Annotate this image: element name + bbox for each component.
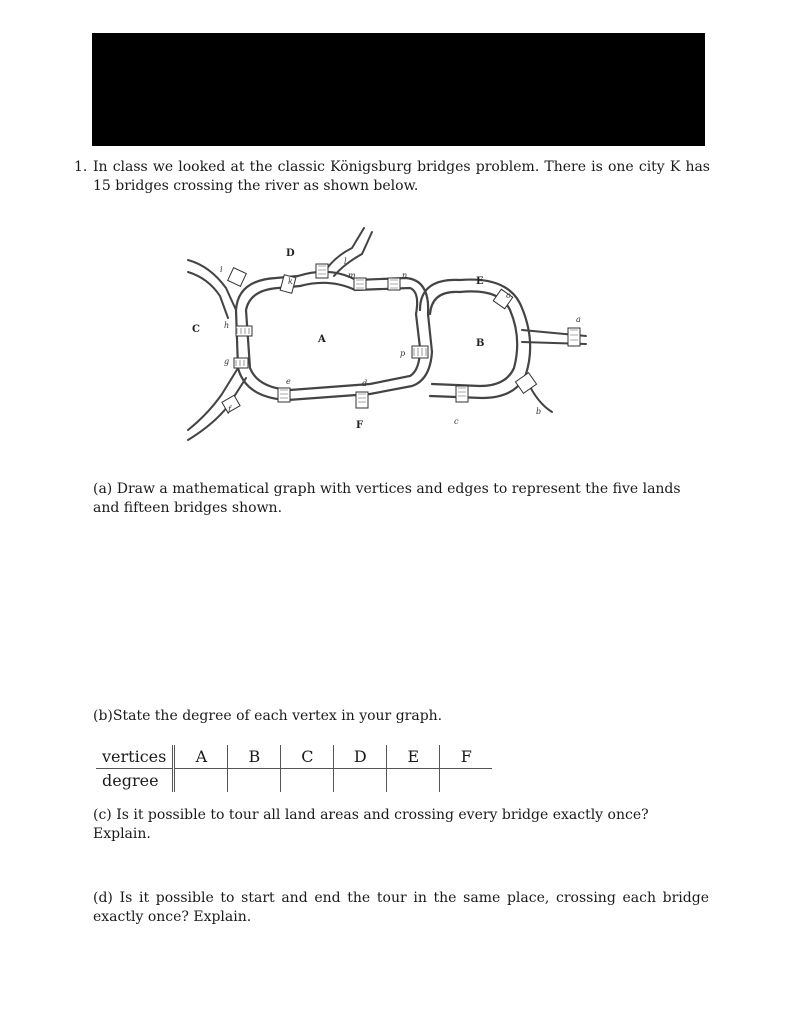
region-label: A <box>318 334 326 345</box>
bridge-label: p <box>400 349 406 358</box>
part-b-text: (b)State the degree of each vertex in your graph. <box>93 708 443 724</box>
bridge-label: k <box>288 277 293 286</box>
bridge-label: g <box>224 357 230 366</box>
bridge-label: b <box>536 407 542 416</box>
vertex-cell: A <box>174 745 228 769</box>
bridge-label: n <box>402 271 408 280</box>
bridge-label: e <box>286 377 291 386</box>
bridge-label: i <box>220 265 223 274</box>
vertex-cell: D <box>334 745 387 769</box>
degree-cell[interactable] <box>334 769 387 793</box>
vertex-cell: E <box>387 745 440 769</box>
vertex-cell: C <box>281 745 334 769</box>
vertex-cell: F <box>440 745 493 769</box>
part-a-text: (a) Draw a mathematical graph with vertices and edges to represent the five lands and fifteen bridges shown. <box>93 481 681 516</box>
degree-cell[interactable] <box>174 769 228 793</box>
bridge-label: h <box>224 321 230 330</box>
question-number: 1. <box>74 159 88 175</box>
konigsberg-bridges-map <box>180 218 592 446</box>
region-label: B <box>476 338 485 349</box>
bridge-label: d <box>362 379 368 388</box>
part-d-text: (d) Is it possible to start and end the tour in the same place, crossing each bridge exactly once? Explain. <box>93 890 709 925</box>
table-row <box>96 769 492 793</box>
region-label: D <box>286 248 295 259</box>
bridge-label: o <box>506 291 511 300</box>
bridge-label: f <box>228 405 231 414</box>
bridge-label: l <box>344 257 347 266</box>
question-1 <box>74 158 710 196</box>
degree-cell[interactable] <box>440 769 493 793</box>
region-label: C <box>192 324 200 335</box>
vertices-header: vertices <box>96 745 174 769</box>
bridge-label: a <box>576 315 581 324</box>
degree-cell[interactable] <box>387 769 440 793</box>
redacted-header-block <box>92 33 705 146</box>
degree-table <box>96 745 492 792</box>
degree-header: degree <box>96 769 174 793</box>
degree-cell[interactable] <box>281 769 334 793</box>
vertex-cell: B <box>228 745 281 769</box>
bridge-label: c <box>454 417 459 426</box>
bridge-label: m <box>348 271 356 280</box>
region-label: F <box>356 420 364 431</box>
table-row <box>96 745 492 769</box>
part-c-text: (c) Is it possible to tour all land areas and crossing every bridge exactly once? Explain. <box>93 807 649 842</box>
question-text: In class we looked at the classic Königsburg bridges problem. There is one city K has 15 bridges crossing the river as shown below. <box>93 159 710 194</box>
region-label: E <box>476 276 484 287</box>
degree-cell[interactable] <box>228 769 281 793</box>
